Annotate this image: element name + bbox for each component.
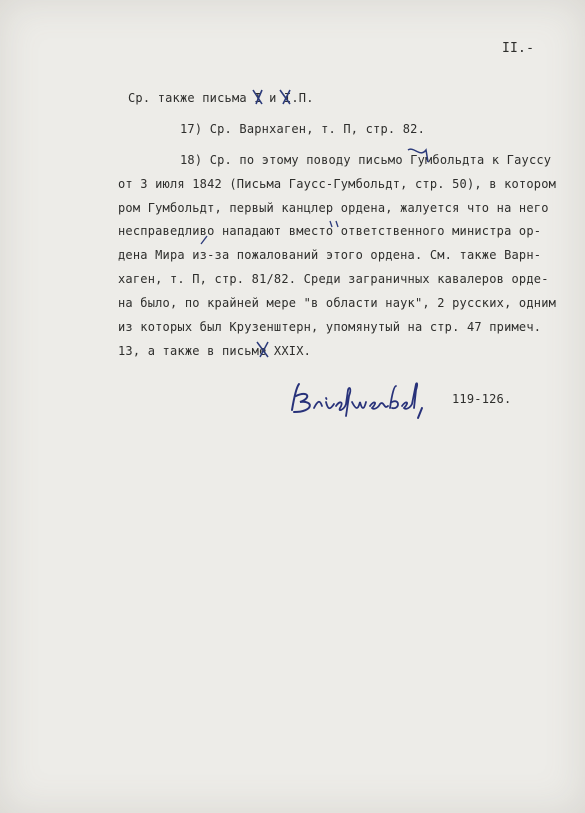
- signature-page-range: 119-126.: [452, 392, 512, 406]
- text-line-1: Ср. также письма I и I.П.: [128, 91, 314, 105]
- text-line-6: несправедливо нападают вместо ответственного министра ор-: [118, 224, 542, 238]
- ink-mark-gumboldt: [408, 149, 428, 162]
- text-line-11: 13, а также в письме XXIX.: [118, 344, 312, 358]
- footnote-18: 18) Ср. по этому поводу письмо Гумбольдта к Гауссу: [180, 153, 552, 167]
- ink-mark-roman-1: [253, 90, 262, 104]
- text-line-9: на было, по крайней мере "в области наук", 2 русских, одним: [118, 296, 557, 310]
- footnote-17: 17) Ср. Варнхаген, т. П, стр. 82.: [180, 122, 426, 136]
- text-line-10: из которых был Крузенштерн, упомянутый на стр. 47 примеч.: [118, 320, 542, 334]
- handwritten-signature: [286, 380, 436, 422]
- ink-mark-roman-3: [257, 342, 268, 357]
- text-line-4: от 3 июля 1842 (Письма Гаусс-Гумбольдт, стр. 50), в котором: [118, 177, 557, 191]
- ink-mark-roman-2: [280, 90, 290, 104]
- page-number: II.-: [502, 41, 535, 56]
- ink-mark-comma: [330, 221, 338, 227]
- text-line-8: хаген, т. П, стр. 81/82. Среди заграничных кавалеров орде-: [118, 272, 549, 286]
- ink-mark-accent: [201, 236, 207, 244]
- text-line-7: дена Мира из-за пожалований этого ордена. См. также Варн-: [118, 248, 542, 262]
- text-line-5: ром Гумбольдт, первый канцлер ордена, жалуется что на него: [118, 201, 549, 215]
